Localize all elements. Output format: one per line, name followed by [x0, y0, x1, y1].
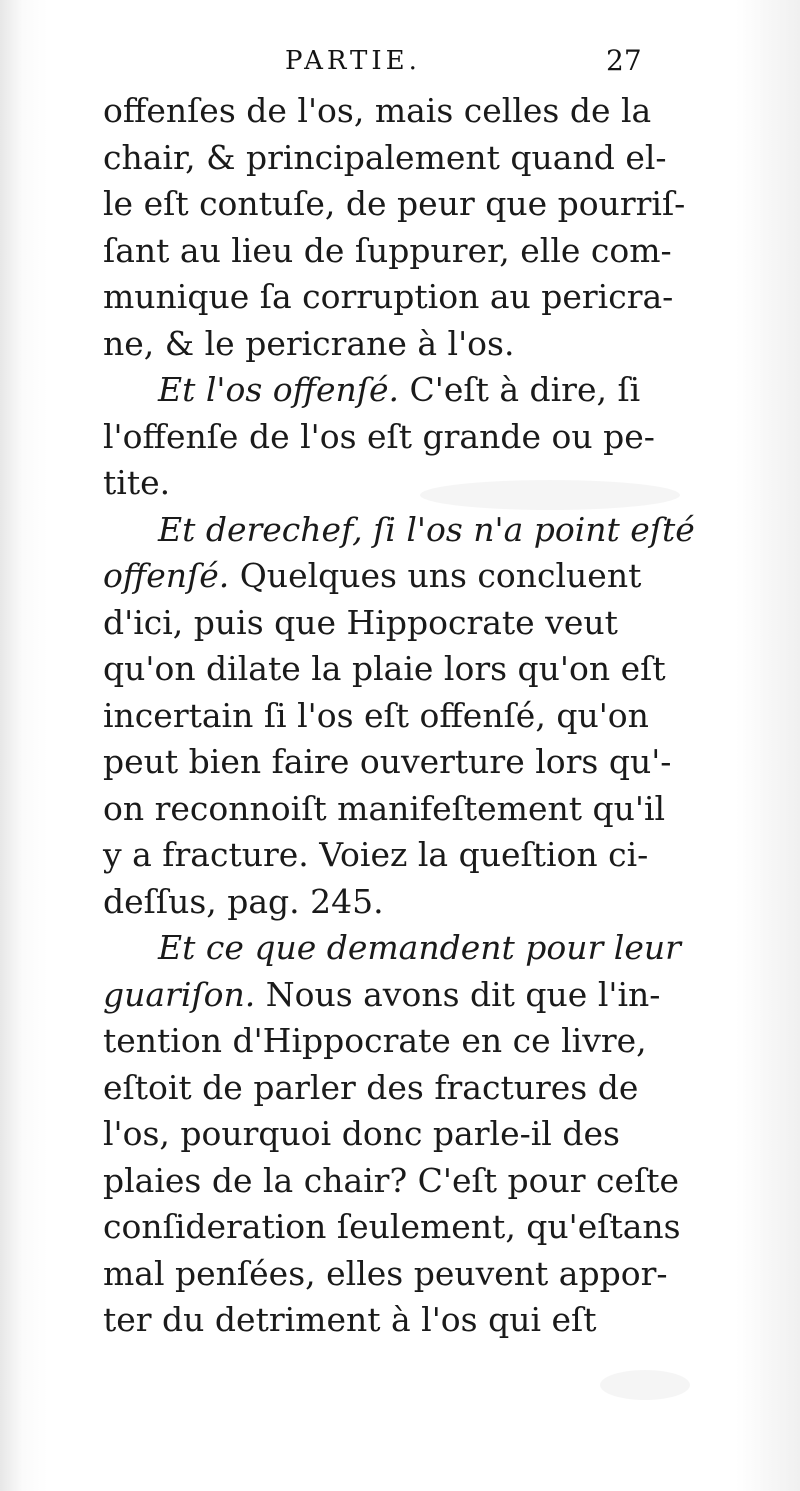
text-line — [103, 1297, 683, 1344]
italic-lemma: guariſon. — [103, 974, 256, 1014]
line-text: on reconnoiſt manifeſtement qu'il — [103, 788, 666, 828]
line-text: ſant au lieu de ſuppurer, elle com- — [103, 230, 672, 270]
line-text: incertain ſi l'os eſt offenſé, qu'on — [103, 695, 649, 735]
line-text: qu'on dilate la plaie lors qu'on eſt — [103, 649, 666, 688]
text-line — [103, 88, 683, 135]
line-text: Quelques uns concluent — [229, 556, 642, 595]
body-text — [103, 88, 695, 1344]
text-line — [103, 507, 695, 554]
page-edge-shadow — [0, 0, 22, 1491]
text-line — [103, 739, 683, 786]
page-header — [0, 42, 800, 82]
running-head: PARTIE. — [285, 46, 421, 76]
text-line — [103, 646, 683, 693]
italic-lemma: Et l'os offenſé. — [158, 370, 400, 409]
line-text: y a fracture. Voiez la queſtion ci- — [103, 835, 649, 874]
text-line — [103, 460, 683, 507]
line-text: peut bien faire ouverture lors qu'- — [103, 742, 672, 781]
line-text: deſſus, pag. 245. — [103, 881, 384, 921]
line-text: eſtoit de parler des fractures de — [103, 1067, 639, 1107]
line-text: C'eſt à dire, ſi — [399, 370, 641, 409]
line-text: mal penſées, elles peuvent appor- — [103, 1253, 668, 1293]
text-line — [103, 1065, 683, 1112]
italic-lemma: Et derechef, ſi l'os n'a point eſté — [158, 509, 695, 549]
text-line — [103, 1111, 683, 1158]
text-line — [103, 274, 683, 321]
text-line — [103, 1018, 683, 1065]
text-line — [103, 1158, 683, 1205]
line-text: tention d'Hippocrate en ce livre, — [103, 1021, 647, 1060]
text-line — [103, 1204, 683, 1251]
text-line — [103, 693, 683, 740]
line-text: ter du detriment à l'os qui eſt — [103, 1300, 597, 1339]
text-line — [103, 321, 683, 368]
text-line — [103, 972, 683, 1019]
line-text: ne, & le pericrane à l'os. — [103, 323, 515, 363]
text-line — [103, 600, 683, 647]
text-line — [103, 553, 683, 600]
text-line — [103, 367, 683, 414]
line-text: le eſt contuſe, de peur que pourriſ- — [103, 184, 686, 223]
text-line — [103, 181, 686, 228]
line-text: chair, & principalement quand el- — [103, 137, 667, 177]
line-text: tite. — [103, 463, 171, 502]
italic-lemma: offenſé. — [103, 556, 230, 595]
ink-smudge — [600, 1370, 690, 1400]
line-text: plaies de la chair? C'eſt pour ceſte — [103, 1160, 679, 1200]
text-line — [103, 786, 683, 833]
line-text: d'ici, puis que Hippocrate veut — [103, 602, 618, 642]
text-line — [103, 925, 683, 972]
text-line — [103, 228, 683, 275]
line-text: l'os, pourquoi donc parle-il des — [103, 1114, 620, 1153]
line-text: munique ſa corruption au pericra- — [103, 277, 674, 316]
text-line — [103, 1251, 683, 1298]
text-line — [103, 135, 683, 182]
text-line — [103, 879, 683, 926]
text-line — [103, 414, 683, 461]
line-text: conſideration ſeulement, qu'eſtans — [103, 1207, 681, 1246]
italic-lemma: Et ce que demandent pour leur — [158, 928, 681, 967]
text-line — [103, 832, 683, 879]
line-text: offenſes de l'os, mais celles de la — [103, 91, 652, 130]
page-number: 27 — [606, 44, 642, 77]
line-text: l'offenſe de l'os eſt grande ou pe- — [103, 416, 655, 456]
line-text: Nous avons dit que l'in- — [255, 974, 661, 1014]
